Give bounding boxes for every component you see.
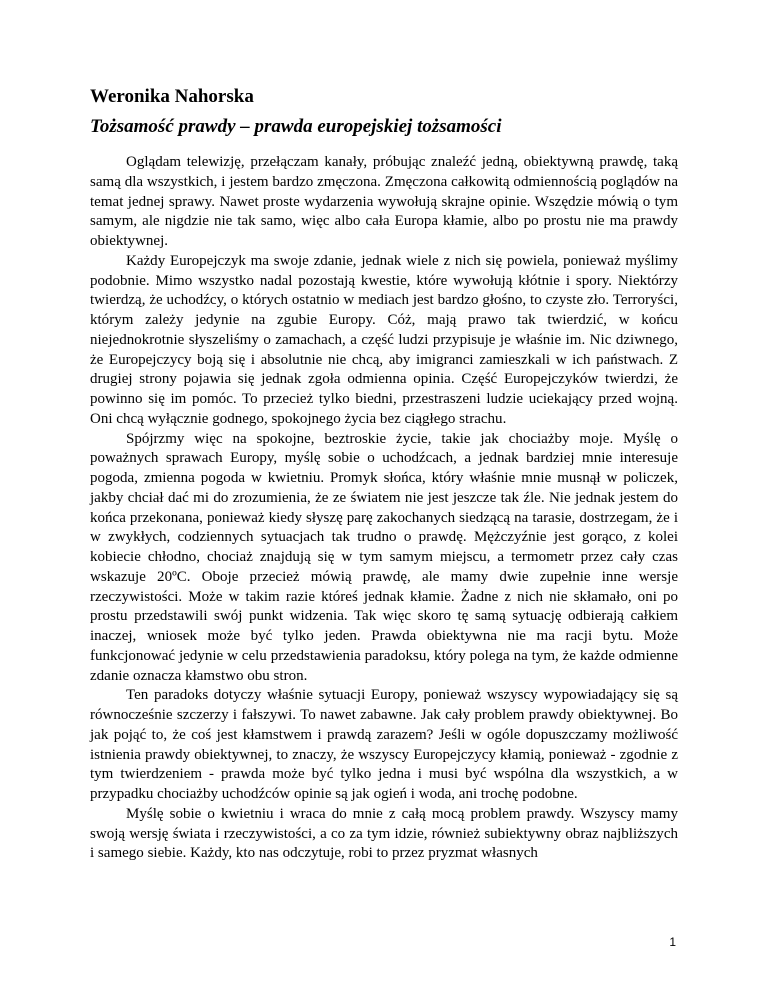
paragraph-4: Ten paradoks dotyczy właśnie sytuacji Europy, ponieważ wszyscy wypowiadający się są równocześnie szczerzy i fałszywi. To nawet zabawne. Jak cały problem prawdy obiektywnej. Bo jak pojąć to, że coś jest kłamstwem i prawdą zarazem? Jeśli w ogóle dopuszczamy możliwość istnienia prawdy obiektywnej, to znaczy, że wszyscy Europejczycy kłamią, ponieważ - zgodnie z tym twierdzeniem - prawda może być tylko jedna i musi być wspólna dla wszystkich, a w przypadku chociażby uchodźców opinie są jak ogień i woda, ani trochę podobne. — [90, 687, 678, 802]
paragraph-2: Każdy Europejczyk ma swoje zdanie, jednak wiele z nich się powiela, ponieważ myślimy podobnie. Mimo wszystko nadal pozostają kwestie, które wywołują kłótnie i spory. Niektórzy twierdzą, że uchodźcy, o których ostatnio w mediach jest bardzo głośno, to czyste zło. Terroryści, którym zależy jedynie na zgubie Europy. Cóż, mają prawo tak twierdzić, w końcu niejednokrotnie słyszeliśmy o zamachach, a część ludzi przypisuje je właśnie im. Nic dziwnego, że Europejczycy boją się i absolutnie nie chcą, aby imigranci zamieszkali w ich państwach. Z drugiej strony pojawia się jednak zgoła odmienna opinia. Część Europejczyków twierdzi, że powinno się im pomóc. To przecież tylko biedni, przestraszeni ludzie uciekający przed wojną. Oni chcą wyłącznie godnego, spokojnego życia bez ciągłego strachu. — [90, 252, 678, 427]
paragraph-3: Spójrzmy więc na spokojne, beztroskie życie, takie jak chociażby moje. Myślę o poważnych sprawach Europy, myślę sobie o uchodźcach, a jednak bardziej mnie interesuje pogoda, zmienna pogoda w kwietniu. Promyk słońca, który właśnie mnie musnął w policzek, jakby chciał dać mi do zrozumienia, że ze światem nie jest jeszcze tak źle. Nie jednak jestem do końca przekonana, ponieważ kiedy słyszę parę zakochanych siedzącą na tarasie, dostrzegam, że i w zwykłych, codziennych sytuacjach tak trudno o prawdę. Mężczyźnie jest gorąco, z kolei kobiecie chłodno, chociaż znajdują się w tym samym miejscu, a termometr przez cały czas wskazuje 20ºC. Oboje przecież mówią prawdę, ale mamy dwie zupełnie inne wersje rzeczywistości. Może w takim razie któreś jednak kłamie. Żadne z nich nie skłamało, oni po prostu przedstawili swój punkt widzenia. Tak więc skoro tę samą sytuację odbierają całkiem inaczej, wniosek może być tylko jeden. Prawda obiektywna nie ma racji bytu. Może funkcjonować jedynie w celu przedstawienia paradoksu, który polega na tym, że każde odmienne zdanie oznacza kłamstwo obu stron. — [90, 430, 678, 684]
paragraph-5: Myślę sobie o kwietniu i wraca do mnie z całą mocą problem prawdy. Wszyscy mamy swoją wersję świata i rzeczywistości, a co za tym idzie, również subiektywny obraz najbliższych i samego siebie. Każdy, kto nas odczytuje, robi to przez pryzmat własnych — [90, 805, 678, 862]
paragraph-1: Oglądam telewizję, przełączam kanały, próbując znaleźć jedną, obiektywną prawdę, taką samą dla wszystkich, i jestem bardzo zmęczona. Zmęczona całkowitą odmiennością poglądów na temat jednej sprawy. Nawet proste wydarzenia wywołują skrajne opinie. Wszędzie mówią o tym samym, ale nigdzie nie tak samo, więc albo cała Europa kłamie, albo po prostu nie ma prawdy obiektywnej. — [90, 154, 678, 249]
essay-body — [90, 153, 678, 864]
author-name: Weronika Nahorska — [90, 86, 254, 107]
page-number: 1 — [669, 935, 676, 949]
essay-title: Tożsamość prawdy – prawda europejskiej tożsamości — [90, 116, 502, 137]
